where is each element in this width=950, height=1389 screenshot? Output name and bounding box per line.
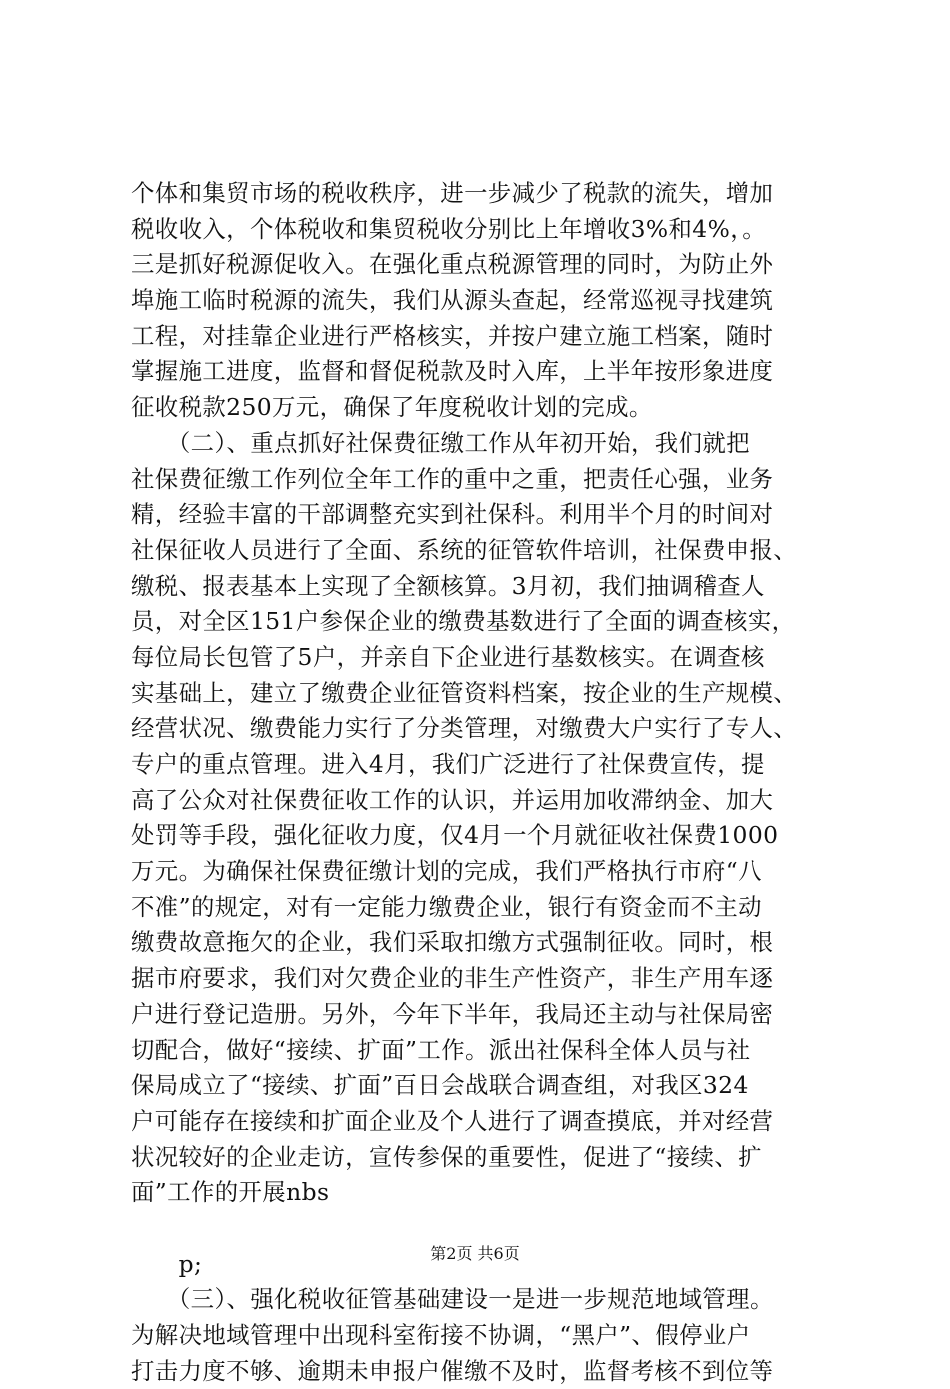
text-line: 据市府要求，我们对欠费企业的非生产性资产，非生产用车逐 <box>131 964 774 993</box>
page-footer: 第2页 共6页 <box>430 1244 520 1263</box>
text-line: 实基础上，建立了缴费企业征管资料档案，按企业的生产规模、 <box>131 678 798 707</box>
text-line: 缴税、报表基本上实现了全额核算。3月初，我们抽调稽查人 <box>131 571 765 600</box>
text-line: 高了公众对社保费征收工作的认识，并运用加收滞纳金、加大 <box>131 785 774 814</box>
text-line: 打击力度不够、逾期未申报户催缴不及时，监督考核不到位等 <box>131 1356 774 1385</box>
text-line: （二）、重点抓好社保费征缴工作从年初开始，我们就把 <box>131 428 750 457</box>
text-line: 社保费征缴工作列位全年工作的重中之重，把责任心强，业务 <box>131 464 774 493</box>
text-line: 员，对全区151户参保企业的缴费基数进行了全面的调查核实， <box>131 607 796 636</box>
text-line: 征收税款250万元，确保了年度税收计划的完成。 <box>131 393 653 422</box>
text-line: 掌握施工进度，监督和督促税款及时入库，上半年按形象进度 <box>131 357 774 386</box>
text-line: 户进行登记造册。另外，今年下半年，我局还主动与社保局密 <box>131 999 774 1028</box>
text-line: 处罚等手段，强化征收力度，仅4月一个月就征收社保费1000 <box>131 821 779 850</box>
body-text <box>131 176 843 1389</box>
text-line: 工程，对挂靠企业进行严格核实，并按户建立施工档案，随时 <box>131 321 774 350</box>
text-line: p; <box>131 1249 203 1278</box>
text-line: 专户的重点管理。进入4月，我们广泛进行了社保费宣传，提 <box>131 750 765 778</box>
text-line: 三是抓好税源促收入。在强化重点税源管理的同时，为防止外 <box>131 250 774 279</box>
text-line: 户可能存在接续和扩面企业及个人进行了调查摸底，并对经营 <box>131 1106 774 1135</box>
text-line: 埠施工临时税源的流失，我们从源头查起，经常巡视寻找建筑 <box>131 286 774 315</box>
text-line: 万元。为确保社保费征缴计划的完成，我们严格执行市府“八 <box>131 857 762 886</box>
text-line: 精，经验丰富的干部调整充实到社保科。利用半个月的时间对 <box>131 500 774 529</box>
text-line: 经营状况、缴费能力实行了分类管理，对缴费大户实行了专人、 <box>131 714 798 743</box>
text-line: 切配合，做好“接续、扩面”工作。派出社保科全体人员与社 <box>131 1035 751 1064</box>
text-line: 面”工作的开展nbs <box>131 1178 330 1207</box>
text-line: 状况较好的企业走访，宣传参保的重要性，促进了“接续、扩 <box>131 1142 762 1171</box>
text-line: 每位局长包管了5户，并亲自下企业进行基数核实。在调查核 <box>131 642 765 671</box>
text-line: 社保征收人员进行了全面、系统的征管软件培训，社保费申报、 <box>131 535 798 564</box>
text-line: 缴费故意拖欠的企业，我们采取扣缴方式强制征收。同时，根 <box>131 928 774 957</box>
text-line: 税收收入，个体税收和集贸税收分别比上年增收3%和4%，。 <box>131 214 767 243</box>
text-line: 个体和集贸市场的税收秩序，进一步减少了税款的流失，增加 <box>131 179 774 207</box>
text-line: 为解决地域管理中出现科室衔接不协调，“黑户”、假停业户 <box>131 1321 751 1349</box>
text-line: 不准”的规定，对有一定能力缴费企业，银行有资金而不主动 <box>131 892 762 921</box>
text-line <box>131 1211 843 1247</box>
text-line: 保局成立了“接续、扩面”百日会战联合调查组，对我区324 <box>131 1071 749 1100</box>
text-line: （三）、强化税收征管基础建设一是进一步规范地域管理。 <box>131 1285 774 1314</box>
